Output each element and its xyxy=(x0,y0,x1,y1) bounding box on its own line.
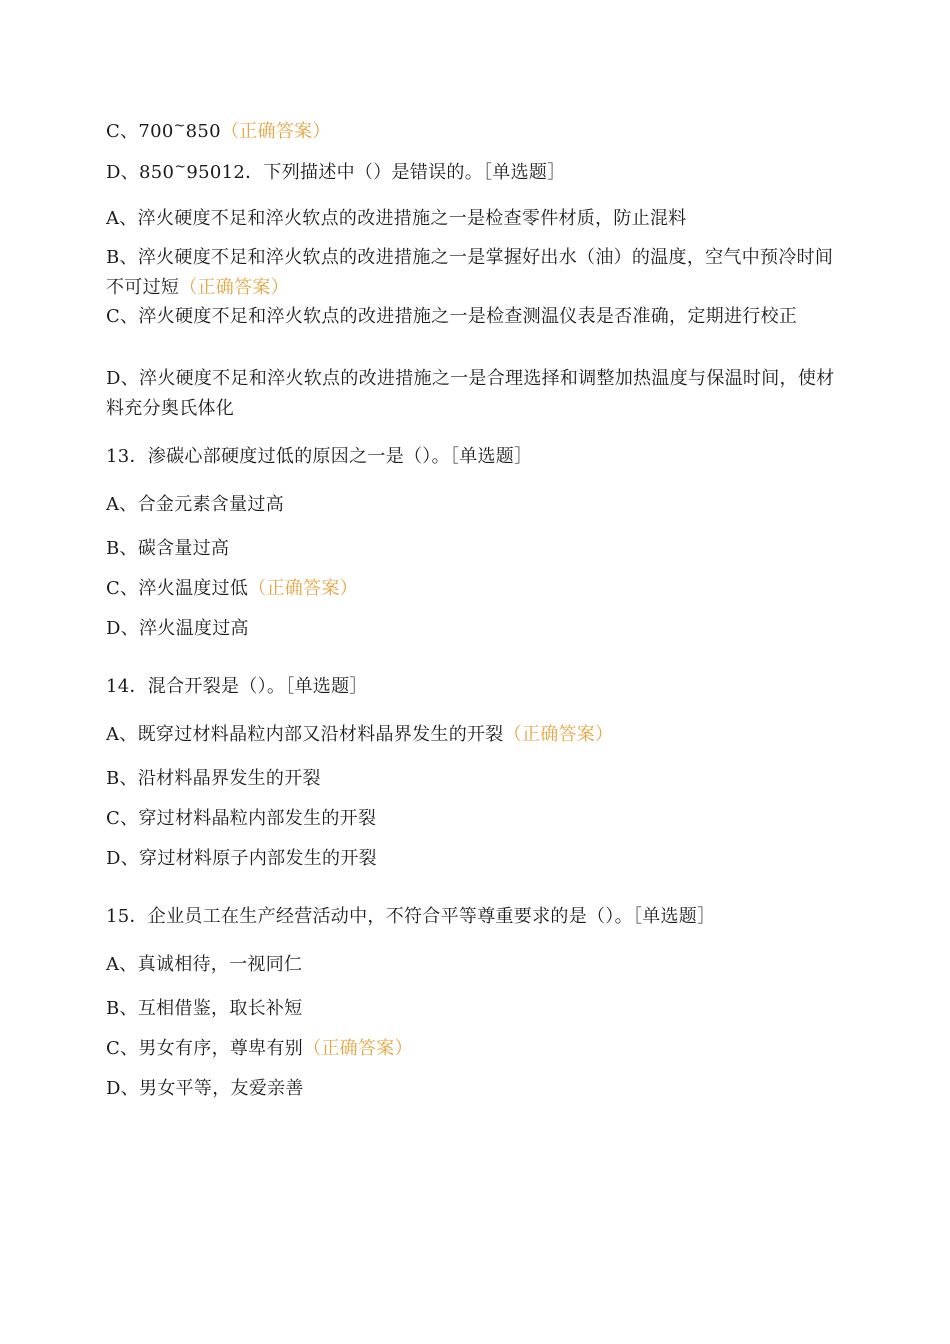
q12-option-c: C、淬火硬度不足和淬火软点的改进措施之一是检查测温仪表是否准确，定期进行校正 xyxy=(106,306,798,327)
option-text: C、男女有序，尊卑有别 xyxy=(106,1038,304,1059)
range-start: 850 xyxy=(139,162,175,183)
q14-option-a xyxy=(106,720,613,750)
question-12-stem: 12．下列描述中（）是错误的。［单选题］ xyxy=(221,162,566,183)
q13-option-d: D、淬火温度过高 xyxy=(106,618,249,639)
correct-answer-marker: （正确答案） xyxy=(503,724,614,745)
q15-option-b: B、互相借鉴，取长补短 xyxy=(106,998,303,1019)
q15-option-d: D、男女平等，友爱亲善 xyxy=(106,1078,304,1099)
correct-answer-marker: （正确答案） xyxy=(220,121,331,142)
q12-option-d: D、淬火硬度不足和淬火软点的改进措施之一是合理选择和调整加热温度与保温时间，使材料充分奥氏体化 xyxy=(106,368,835,419)
question-14-stem: 14．混合开裂是（）。［单选题］ xyxy=(106,676,368,697)
q12-option-a: A、淬火硬度不足和淬火软点的改进措施之一是检查零件材质，防止混料 xyxy=(106,208,687,229)
q15-option-a: A、真诚相待，一视同仁 xyxy=(106,954,303,975)
range-tilde: ~ xyxy=(174,159,187,175)
range-end: 950 xyxy=(186,162,222,183)
correct-answer-marker: （正确答案） xyxy=(179,277,290,298)
range-tilde: ~ xyxy=(173,118,186,134)
option-letter: D、 xyxy=(106,162,140,183)
q13-option-c xyxy=(106,574,358,604)
question-15-stem: 15．企业员工在生产经营活动中，不符合平等尊重要求的是（）。［单选题］ xyxy=(106,906,716,927)
option-text: B、淬火硬度不足和淬火软点的改进措施之一是掌握好出水（油）的温度，空气中预冷时间不可过短 xyxy=(106,247,834,298)
range-end: 850 xyxy=(185,121,221,142)
q13-option-a: A、合金元素含量过高 xyxy=(106,494,284,515)
option-text: C、淬火温度过低 xyxy=(106,578,249,599)
q13-option-b: B、碳含量过高 xyxy=(106,538,230,559)
range-start: 700 xyxy=(138,121,174,142)
q14-option-d: D、穿过材料原子内部发生的开裂 xyxy=(106,848,377,869)
q14-option-c: C、穿过材料晶粒内部发生的开裂 xyxy=(106,808,377,829)
correct-answer-marker: （正确答案） xyxy=(248,578,358,599)
option-letter: C、 xyxy=(106,121,139,142)
correct-answer-marker: （正确答案） xyxy=(303,1038,413,1059)
q12-option-b xyxy=(106,243,836,303)
question-13-stem: 13．渗碳心部硬度过低的原因之一是（）。［单选题］ xyxy=(106,446,533,467)
q14-option-b: B、沿材料晶界发生的开裂 xyxy=(106,768,321,789)
q15-option-c xyxy=(106,1034,413,1064)
option-text: A、既穿过材料晶粒内部又沿材料晶界发生的开裂 xyxy=(106,724,504,745)
q11-option-c xyxy=(106,117,331,148)
q11-option-d-q12-stem xyxy=(106,158,566,189)
